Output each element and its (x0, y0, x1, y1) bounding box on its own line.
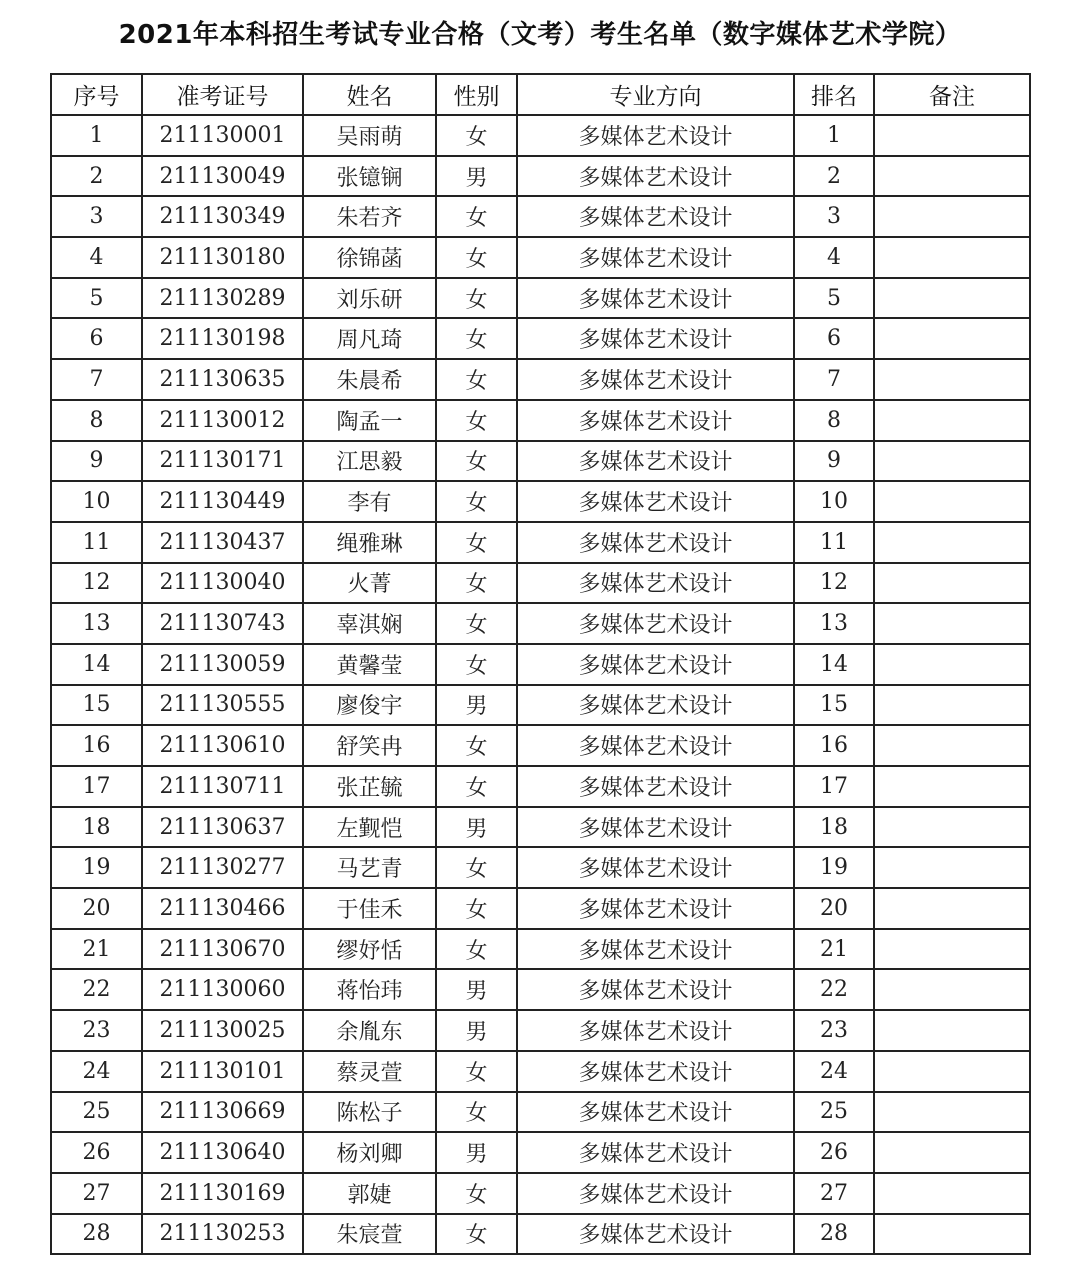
cell-name: 张镱锎 (303, 156, 436, 197)
cell-rank: 21 (794, 929, 874, 970)
cell-name: 张芷毓 (303, 766, 436, 807)
cell-gender: 女 (436, 1214, 517, 1255)
cell-remarks (874, 156, 1030, 197)
cell-name: 陈松子 (303, 1092, 436, 1133)
table-row (51, 888, 1030, 929)
cell-gender: 女 (436, 441, 517, 482)
cell-name: 舒笑冉 (303, 725, 436, 766)
cell-ticket-number: 211130253 (142, 1214, 303, 1255)
cell-major: 多媒体艺术设计 (517, 1010, 794, 1051)
cell-remarks (874, 522, 1030, 563)
table-row (51, 481, 1030, 522)
cell-index: 13 (51, 603, 142, 644)
cell-index: 26 (51, 1132, 142, 1173)
cell-major: 多媒体艺术设计 (517, 685, 794, 726)
cell-remarks (874, 807, 1030, 848)
table-row (51, 807, 1030, 848)
cell-remarks (874, 1173, 1030, 1214)
cell-name: 火菁 (303, 563, 436, 604)
cell-major: 多媒体艺术设计 (517, 318, 794, 359)
cell-ticket-number: 211130670 (142, 929, 303, 970)
cell-name: 吴雨萌 (303, 115, 436, 156)
cell-rank: 15 (794, 685, 874, 726)
cell-remarks (874, 1051, 1030, 1092)
cell-gender: 女 (436, 278, 517, 319)
cell-ticket-number: 211130349 (142, 196, 303, 237)
cell-ticket-number: 211130555 (142, 685, 303, 726)
cell-index: 12 (51, 563, 142, 604)
cell-major: 多媒体艺术设计 (517, 969, 794, 1010)
cell-remarks (874, 1010, 1030, 1051)
cell-major: 多媒体艺术设计 (517, 359, 794, 400)
page-title: 2021年本科招生考试专业合格（文考）考生名单（数字媒体艺术学院） (118, 20, 962, 50)
cell-rank: 2 (794, 156, 874, 197)
cell-name: 于佳禾 (303, 888, 436, 929)
cell-gender: 女 (436, 115, 517, 156)
cell-gender: 女 (436, 929, 517, 970)
cell-name: 周凡琦 (303, 318, 436, 359)
cell-remarks (874, 603, 1030, 644)
cell-gender: 女 (436, 237, 517, 278)
header-gender: 性别 (436, 74, 517, 115)
cell-rank: 22 (794, 969, 874, 1010)
cell-index: 17 (51, 766, 142, 807)
cell-rank: 12 (794, 563, 874, 604)
table-row (51, 196, 1030, 237)
cell-major: 多媒体艺术设计 (517, 237, 794, 278)
cell-major: 多媒体艺术设计 (517, 807, 794, 848)
cell-name: 马艺青 (303, 847, 436, 888)
cell-major: 多媒体艺术设计 (517, 644, 794, 685)
table-row (51, 1051, 1030, 1092)
cell-rank: 16 (794, 725, 874, 766)
cell-remarks (874, 441, 1030, 482)
cell-name: 李有 (303, 481, 436, 522)
cell-name: 绳雅琳 (303, 522, 436, 563)
cell-name: 蒋怡玮 (303, 969, 436, 1010)
header-name: 姓名 (303, 74, 436, 115)
cell-ticket-number: 211130040 (142, 563, 303, 604)
cell-major: 多媒体艺术设计 (517, 725, 794, 766)
cell-rank: 4 (794, 237, 874, 278)
cell-major: 多媒体艺术设计 (517, 278, 794, 319)
cell-rank: 8 (794, 400, 874, 441)
cell-rank: 27 (794, 1173, 874, 1214)
cell-major: 多媒体艺术设计 (517, 481, 794, 522)
cell-ticket-number: 211130635 (142, 359, 303, 400)
cell-gender: 男 (436, 156, 517, 197)
cell-ticket-number: 211130198 (142, 318, 303, 359)
cell-ticket-number: 211130059 (142, 644, 303, 685)
cell-name: 廖俊宇 (303, 685, 436, 726)
cell-rank: 6 (794, 318, 874, 359)
table-row (51, 969, 1030, 1010)
candidate-table (50, 73, 1031, 1255)
table-row (51, 685, 1030, 726)
cell-remarks (874, 1214, 1030, 1255)
cell-name: 左觐恺 (303, 807, 436, 848)
header-index: 序号 (51, 74, 142, 115)
cell-major: 多媒体艺术设计 (517, 847, 794, 888)
cell-rank: 13 (794, 603, 874, 644)
table-row (51, 441, 1030, 482)
cell-rank: 3 (794, 196, 874, 237)
table-row (51, 156, 1030, 197)
cell-remarks (874, 196, 1030, 237)
cell-gender: 女 (436, 603, 517, 644)
cell-ticket-number: 211130277 (142, 847, 303, 888)
cell-gender: 女 (436, 563, 517, 604)
cell-name: 刘乐研 (303, 278, 436, 319)
cell-ticket-number: 211130101 (142, 1051, 303, 1092)
cell-gender: 女 (436, 644, 517, 685)
cell-major: 多媒体艺术设计 (517, 1092, 794, 1133)
cell-index: 14 (51, 644, 142, 685)
cell-index: 27 (51, 1173, 142, 1214)
cell-gender: 女 (436, 888, 517, 929)
cell-remarks (874, 318, 1030, 359)
cell-rank: 14 (794, 644, 874, 685)
cell-gender: 女 (436, 481, 517, 522)
cell-ticket-number: 211130743 (142, 603, 303, 644)
cell-ticket-number: 211130437 (142, 522, 303, 563)
cell-gender: 男 (436, 969, 517, 1010)
cell-index: 1 (51, 115, 142, 156)
cell-index: 2 (51, 156, 142, 197)
cell-rank: 11 (794, 522, 874, 563)
table-row (51, 929, 1030, 970)
cell-ticket-number: 211130012 (142, 400, 303, 441)
cell-rank: 20 (794, 888, 874, 929)
cell-gender: 女 (436, 400, 517, 441)
cell-rank: 9 (794, 441, 874, 482)
cell-index: 5 (51, 278, 142, 319)
cell-gender: 男 (436, 685, 517, 726)
table-row (51, 847, 1030, 888)
cell-rank: 19 (794, 847, 874, 888)
cell-remarks (874, 359, 1030, 400)
cell-remarks (874, 644, 1030, 685)
cell-ticket-number: 211130449 (142, 481, 303, 522)
cell-rank: 23 (794, 1010, 874, 1051)
cell-name: 徐锦菡 (303, 237, 436, 278)
header-ticket-number: 准考证号 (142, 74, 303, 115)
table-row (51, 237, 1030, 278)
cell-major: 多媒体艺术设计 (517, 603, 794, 644)
table-row (51, 1173, 1030, 1214)
cell-index: 10 (51, 481, 142, 522)
cell-remarks (874, 481, 1030, 522)
cell-index: 16 (51, 725, 142, 766)
cell-name: 辜淇娴 (303, 603, 436, 644)
table-row (51, 522, 1030, 563)
cell-remarks (874, 563, 1030, 604)
cell-name: 黄馨莹 (303, 644, 436, 685)
cell-rank: 10 (794, 481, 874, 522)
cell-remarks (874, 969, 1030, 1010)
cell-major: 多媒体艺术设计 (517, 1051, 794, 1092)
cell-ticket-number: 211130049 (142, 156, 303, 197)
cell-ticket-number: 211130001 (142, 115, 303, 156)
cell-ticket-number: 211130637 (142, 807, 303, 848)
cell-major: 多媒体艺术设计 (517, 156, 794, 197)
cell-major: 多媒体艺术设计 (517, 1173, 794, 1214)
cell-gender: 女 (436, 1173, 517, 1214)
cell-remarks (874, 725, 1030, 766)
cell-name: 杨刘卿 (303, 1132, 436, 1173)
cell-gender: 女 (436, 196, 517, 237)
cell-rank: 18 (794, 807, 874, 848)
table-row (51, 278, 1030, 319)
table-row (51, 1214, 1030, 1255)
cell-remarks (874, 929, 1030, 970)
cell-rank: 26 (794, 1132, 874, 1173)
cell-remarks (874, 278, 1030, 319)
cell-major: 多媒体艺术设计 (517, 400, 794, 441)
cell-index: 28 (51, 1214, 142, 1255)
table-header-row (51, 74, 1030, 115)
cell-remarks (874, 1132, 1030, 1173)
cell-index: 18 (51, 807, 142, 848)
cell-remarks (874, 888, 1030, 929)
cell-ticket-number: 211130711 (142, 766, 303, 807)
cell-name: 蔡灵萱 (303, 1051, 436, 1092)
table-row (51, 644, 1030, 685)
cell-name: 朱晨希 (303, 359, 436, 400)
cell-rank: 28 (794, 1214, 874, 1255)
cell-name: 江思毅 (303, 441, 436, 482)
cell-index: 4 (51, 237, 142, 278)
cell-ticket-number: 211130171 (142, 441, 303, 482)
cell-ticket-number: 211130180 (142, 237, 303, 278)
cell-remarks (874, 847, 1030, 888)
cell-name: 余胤东 (303, 1010, 436, 1051)
cell-gender: 女 (436, 359, 517, 400)
table-row (51, 115, 1030, 156)
cell-index: 3 (51, 196, 142, 237)
table-body (51, 115, 1030, 1254)
table-row (51, 766, 1030, 807)
cell-name: 陶孟一 (303, 400, 436, 441)
cell-gender: 男 (436, 1010, 517, 1051)
cell-index: 19 (51, 847, 142, 888)
cell-major: 多媒体艺术设计 (517, 563, 794, 604)
cell-remarks (874, 685, 1030, 726)
table-row (51, 318, 1030, 359)
cell-index: 24 (51, 1051, 142, 1092)
cell-ticket-number: 211130289 (142, 278, 303, 319)
cell-index: 22 (51, 969, 142, 1010)
cell-major: 多媒体艺术设计 (517, 115, 794, 156)
cell-gender: 女 (436, 847, 517, 888)
cell-major: 多媒体艺术设计 (517, 196, 794, 237)
cell-remarks (874, 400, 1030, 441)
cell-gender: 女 (436, 1051, 517, 1092)
cell-remarks (874, 766, 1030, 807)
cell-ticket-number: 211130466 (142, 888, 303, 929)
cell-major: 多媒体艺术设计 (517, 1214, 794, 1255)
cell-ticket-number: 211130610 (142, 725, 303, 766)
cell-major: 多媒体艺术设计 (517, 441, 794, 482)
cell-remarks (874, 1092, 1030, 1133)
table-row (51, 359, 1030, 400)
cell-ticket-number: 211130060 (142, 969, 303, 1010)
table-row (51, 725, 1030, 766)
cell-index: 11 (51, 522, 142, 563)
table-row (51, 1132, 1030, 1173)
cell-rank: 24 (794, 1051, 874, 1092)
cell-rank: 1 (794, 115, 874, 156)
cell-index: 25 (51, 1092, 142, 1133)
cell-major: 多媒体艺术设计 (517, 522, 794, 563)
cell-major: 多媒体艺术设计 (517, 1132, 794, 1173)
cell-gender: 女 (436, 1092, 517, 1133)
cell-gender: 男 (436, 1132, 517, 1173)
cell-major: 多媒体艺术设计 (517, 888, 794, 929)
cell-name: 郭婕 (303, 1173, 436, 1214)
cell-index: 7 (51, 359, 142, 400)
header-rank: 排名 (794, 74, 874, 115)
cell-gender: 女 (436, 766, 517, 807)
cell-name: 朱宸萱 (303, 1214, 436, 1255)
table-row (51, 1010, 1030, 1051)
cell-index: 23 (51, 1010, 142, 1051)
cell-gender: 男 (436, 807, 517, 848)
cell-rank: 25 (794, 1092, 874, 1133)
header-remarks: 备注 (874, 74, 1030, 115)
cell-ticket-number: 211130169 (142, 1173, 303, 1214)
cell-index: 15 (51, 685, 142, 726)
cell-ticket-number: 211130669 (142, 1092, 303, 1133)
cell-rank: 5 (794, 278, 874, 319)
table-row (51, 603, 1030, 644)
cell-gender: 女 (436, 522, 517, 563)
cell-remarks (874, 237, 1030, 278)
cell-index: 20 (51, 888, 142, 929)
cell-gender: 女 (436, 725, 517, 766)
table-row (51, 1092, 1030, 1133)
cell-gender: 女 (436, 318, 517, 359)
cell-index: 6 (51, 318, 142, 359)
cell-ticket-number: 211130640 (142, 1132, 303, 1173)
cell-remarks (874, 115, 1030, 156)
table-row (51, 563, 1030, 604)
cell-name: 缪妤恬 (303, 929, 436, 970)
cell-ticket-number: 211130025 (142, 1010, 303, 1051)
cell-major: 多媒体艺术设计 (517, 766, 794, 807)
cell-rank: 7 (794, 359, 874, 400)
cell-index: 21 (51, 929, 142, 970)
cell-rank: 17 (794, 766, 874, 807)
table-row (51, 400, 1030, 441)
cell-index: 9 (51, 441, 142, 482)
header-major: 专业方向 (517, 74, 794, 115)
cell-major: 多媒体艺术设计 (517, 929, 794, 970)
cell-name: 朱若齐 (303, 196, 436, 237)
cell-index: 8 (51, 400, 142, 441)
